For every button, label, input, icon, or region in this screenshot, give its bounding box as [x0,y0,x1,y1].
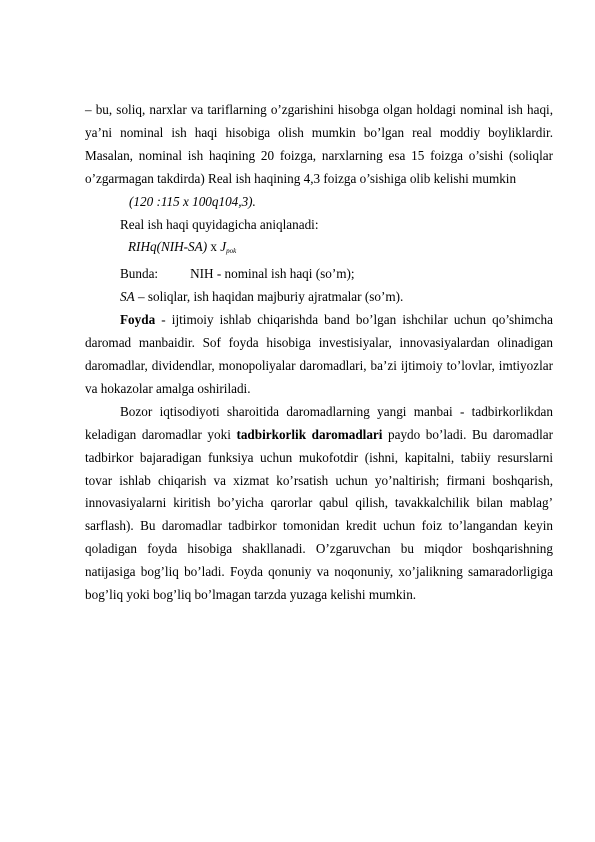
formula-example-text: (120 :115 x 100q104,3). [129,193,256,209]
definition-nih [85,263,553,286]
foyda-text: - ijtimoiy ishlab chiqarishda band bo’lgan ishchilar uchun qo’shimcha daromad manbaidir. Sof foyda hisobiga investisiyalar, innovasiyalardan olinadigan daromadlar, dividendlar, monopoliyalar daromadlari, ba’zi ijtimoiy to’lovlar, imtiyozlar va hokazolar amalga oshiriladi. [85,312,553,396]
entrepreneurial-income-term: tadbirkorlik daromadlari [236,426,383,442]
paragraph-real-wage-formula-intro: Real ish haqi quyidagicha aniqlanadi: [120,216,319,232]
formula-index-j: J [220,239,227,255]
paragraph-entrepreneurial-income [85,401,553,607]
sa-definition-text: – soliqlar, ish haqidan majburiy ajratmalar (so’m). [134,289,404,305]
formula-real-wage-main: RIHq(NIH-SA) [128,239,208,255]
paragraph-foyda [85,309,553,401]
definition-sa [85,286,553,309]
document-body [85,99,553,607]
formula-multiply: x [207,239,221,255]
formula-index-subscript: pok [226,247,237,256]
formula-real-wage [85,236,553,263]
bozor-text-a: Bozor iqtisodiyoti sharoitida daromadlarning yangi manbai - tadbirkorlikdan keladigan daromadlar yoki [85,403,553,442]
bozor-text-b: paydo bo’ladi. Bu daromadlar tadbirkor bajaradigan funksiya uchun mukofotdir (ishni, kapitalni, tabiiy resurslarni tovar ishlab chiqarish va xizmat ko’rsatish uchun yo’naltirish; firmani boshqarish, innovasiyalarni kiritish bo’yicha qarorlar qabul qilish, tavakkalchilik bilan mablag’ sarflash). Bu daromadlar tadbirkor tomonidan kredit uchun foiz to’langandan keyin qoladigan foyda hisobiga shakllanadi. O’zgaruvchan bu miqdor boshqarishning natijasiga bog’liq bo’ladi. Foyda qonuniy va noqonuniy, xo’jalikning samaradorligiga bog’liq yoki bog’liq bo’lmagan tarzda yuzaga kelishi mumkin. [85,426,553,603]
sa-term: SA [120,289,135,305]
paragraph-real-wage-definition: – bu, soliq, narxlar va tariflarning o’zgarishini hisobga olgan holdagi nominal ish haqi, ya’ni nominal ish haqi hisobiga olish mumkin bo’lgan real moddiy boyliklardir. Masalan, nominal ish haqining 20 foizga, narxlarning esa 15 foizga o’sishi (soliqlar o’zgarmagan takdirda) Real ish haqining 4,3 foizga o’sishiga olib kelishi mumkin [85,102,553,186]
foyda-term: Foyda [120,312,156,328]
nih-definition-text: NIH - nominal ish haqi (so’m); [190,266,355,282]
bunda-label: Bunda: [120,266,159,282]
formula-example [85,191,553,214]
